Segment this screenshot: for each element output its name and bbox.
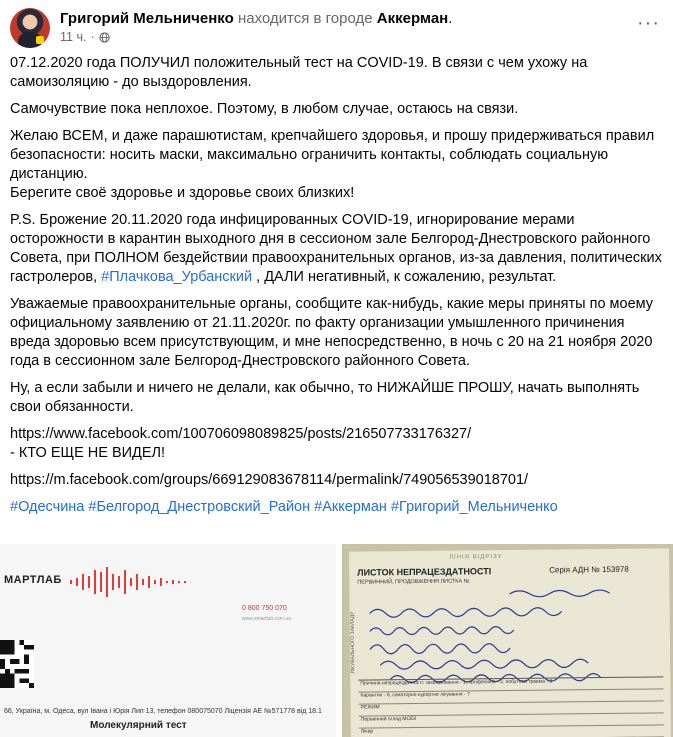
sick-leave-sheet bbox=[349, 548, 671, 737]
lab-logo: МАРТЛАБ bbox=[4, 574, 62, 586]
post-paragraph: 07.12.2020 года ПОЛУЧИЛ положительный тест на COVID-19. В связи с чем ухожу на самоизоляцию - до выздоровления. bbox=[10, 55, 588, 90]
sheet-row: Причина непрацездатності: захворювання - 1, професійне - 2, побутова травма - 3 bbox=[358, 677, 663, 692]
post-timestamp[interactable]: 11 ч. bbox=[60, 30, 87, 44]
hashtag-link[interactable]: #Плачкова_Урбанский bbox=[101, 269, 253, 285]
post-paragraph: Ну, а если забыли и ничего не делали, как обычно, то НИЖАЙШЕ ПРОШУ, начать выполнять свои обязанности. bbox=[10, 380, 640, 415]
location-prefix: находится в городе bbox=[237, 10, 373, 27]
lab-wave-graphic bbox=[70, 562, 230, 602]
lab-address: 66, Україна, м. Одеса, вул Івана і Юрія Лип 13, телефон 080075070 Ліцензія АЕ №571778 від 18.1 bbox=[4, 708, 322, 715]
hashtag-link[interactable]: #Одесчина bbox=[10, 499, 85, 515]
sheet-number: Серія АДН № 153978 bbox=[549, 564, 629, 575]
lab-document-title: Молекулярний тест bbox=[90, 720, 187, 731]
meta-separator: · bbox=[90, 30, 95, 44]
header-period: . bbox=[448, 10, 453, 27]
sick-leave-photo[interactable] bbox=[342, 544, 673, 737]
lab-website: www.smartlab.com.ua bbox=[242, 616, 291, 622]
post-body bbox=[10, 54, 665, 525]
group-url-link[interactable]: https://m.facebook.com/groups/669129083678114/permalink/749056539018701/ bbox=[10, 472, 529, 488]
hashtag-link[interactable]: #Белгород_Днестровский_Район bbox=[88, 499, 311, 515]
ps-text: P.S. Брожение 20.11.2020 года инфицированных COVID-19, игнорирование мерами осторожности в карантин выходного дня в сессионом зале Белгород-Днестровского районного Совета, при ПОЛНОМ бездействии правоохранительных органов, из-за давления, политических гастролеров, bbox=[10, 212, 662, 285]
photo-grid bbox=[0, 544, 673, 737]
more-options-icon[interactable]: ··· bbox=[637, 12, 660, 34]
lab-test-photo[interactable] bbox=[0, 544, 336, 737]
hashtag-line bbox=[10, 498, 665, 517]
sheet-subtitle: ПЕРВИННИЙ, ПРОДОВЖЕННЯ ЛИСТКА № bbox=[357, 578, 470, 586]
hashtag-link[interactable]: #Григорий_Мельниченко bbox=[390, 499, 558, 515]
post-paragraph bbox=[10, 211, 665, 287]
post-paragraph: Берегите своё здоровье и здоровье своих близких! bbox=[10, 185, 355, 201]
post-paragraph: Уважаемые правоохранительные органы, сообщите как-нибудь, какие меры приняты по моему официальному заявлению от 21.11.2020г. по факту организации умышленного причинения вреда здоровью всем присутствующим, и мне непосредственно, в ночь с 20 на 21 ноября 2020 года в сессионном зале Белгород-Днестровского районного Совета. bbox=[10, 296, 654, 369]
link-note: - КТО ЕЩЕ НЕ ВИДЕЛ! bbox=[10, 445, 166, 461]
sheet-table bbox=[358, 676, 664, 737]
sheet-row: РЕЖИМ bbox=[359, 701, 664, 716]
ps-text-end: , ДАЛИ негативный, к сожалению, результат. bbox=[252, 269, 557, 285]
post-meta bbox=[60, 30, 110, 44]
avatar-badge bbox=[36, 36, 44, 44]
sheet-row: Первинний огляд МСЕК bbox=[359, 713, 664, 728]
post-header bbox=[10, 8, 660, 48]
sheet-side-label: ЛІКУВАЛЬНОГО ЗАКЛАДУ bbox=[349, 611, 357, 674]
lab-phone: 0 800 750 070 bbox=[242, 605, 287, 612]
post-paragraph: Самочувствие пока неплохое. Поэтому, в любом случае, остаюсь на связи. bbox=[10, 101, 519, 117]
avatar[interactable] bbox=[10, 8, 50, 48]
hashtag-link[interactable]: #Аккерман bbox=[314, 499, 387, 515]
globe-icon[interactable] bbox=[99, 32, 110, 43]
qr-code-icon bbox=[0, 640, 34, 688]
sheet-row: Карантин - 6, санаторно-курортне лікування - 7 bbox=[358, 689, 663, 704]
sheet-row: Лікар bbox=[359, 725, 664, 737]
location-link[interactable]: Аккерман bbox=[376, 10, 449, 27]
sheet-cut-line: ЛІНІЯ ВІДРІЗУ bbox=[449, 554, 503, 561]
sheet-title: ЛИСТОК НЕПРАЦЕЗДАТНОСТІ bbox=[357, 566, 492, 578]
post-paragraph bbox=[10, 471, 665, 490]
post-url-link[interactable]: https://www.facebook.com/100706098089825/posts/216507733176327/ bbox=[10, 426, 472, 442]
post-paragraph: Желаю ВСЕМ, и даже парашютистам, крепчайшего здоровья, и прошу придерживаться правил безопасности: носить маски, максимально ограничить контакты, соблюдать социальную дистанцию. bbox=[10, 128, 655, 182]
author-name[interactable]: Григорий Мельниченко bbox=[60, 10, 234, 27]
author-line bbox=[60, 10, 452, 27]
post-paragraph bbox=[10, 425, 665, 463]
